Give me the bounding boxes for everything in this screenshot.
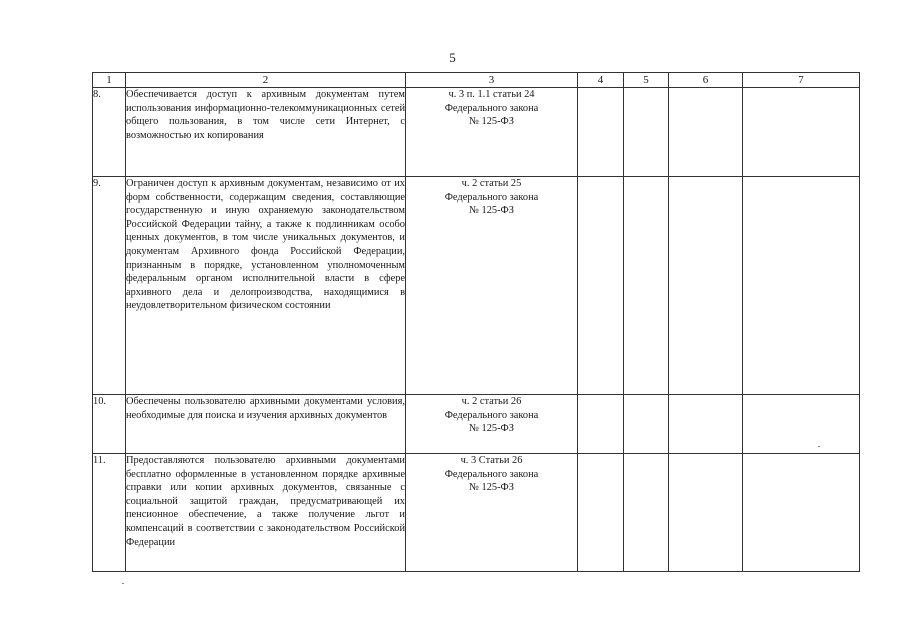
header-col-1: 1 (93, 73, 126, 88)
reference-line: Федерального закона (444, 191, 539, 203)
cell-col-4 (578, 88, 624, 177)
cell-col-4 (578, 395, 624, 454)
row-description: Обеспечены пользователю архивными документами условия, необходимые для поиска и изучения архивных документов (126, 395, 406, 454)
table-row (93, 395, 860, 454)
reference-line: ч. 3 п. 1.1 статьи 24 (448, 89, 535, 100)
cell-col-4 (578, 454, 624, 572)
header-col-7: 7 (743, 73, 860, 88)
cell-col-6 (669, 177, 743, 395)
table-row (93, 177, 860, 395)
row-reference (406, 395, 578, 454)
reference-line: ч. 2 статьи 25 (461, 178, 522, 189)
page-number: 5 (449, 50, 456, 65)
cell-col-7 (743, 454, 860, 572)
reference-line: № 125-ФЗ (469, 116, 514, 128)
reference-line: № 125-ФЗ (469, 205, 514, 217)
table-header-row (93, 73, 860, 88)
cell-col-7 (743, 88, 860, 177)
header-col-6: 6 (669, 73, 743, 88)
row-description: Предоставляются пользователю архивными документами бесплатно оформленные в установленном порядке архивные справки или копии архивных документов, связанные с социальной защитой граждан, предусматривающей их пенсионное обеспечение, а также получение льгот и компенсаций в соответствии с законодательством Российской Федерации (126, 454, 406, 572)
cell-col-5 (624, 395, 669, 454)
reference-line: Федерального закона (444, 468, 539, 480)
cell-col-7 (743, 395, 860, 454)
scan-speck (818, 446, 820, 447)
cell-col-4 (578, 177, 624, 395)
header-col-4: 4 (578, 73, 624, 88)
row-description: Обеспечивается доступ к архивным документам путем использования информационно-телекоммуникационных сетей общего пользования, в том числе сети Интернет, с возможностью их копирования (126, 88, 406, 177)
requirements-table (92, 72, 860, 572)
row-reference (406, 177, 578, 395)
row-number: 8. (93, 88, 126, 177)
header-col-3: 3 (406, 73, 578, 88)
reference-line: ч. 2 статьи 26 (461, 396, 522, 407)
reference-line: № 125-ФЗ (469, 482, 514, 494)
reference-line: Федерального закона (444, 102, 539, 114)
cell-col-6 (669, 395, 743, 454)
header-col-5: 5 (624, 73, 669, 88)
cell-col-6 (669, 454, 743, 572)
reference-line: № 125-ФЗ (469, 423, 514, 435)
table-row (93, 88, 860, 177)
cell-col-5 (624, 454, 669, 572)
row-description: Ограничен доступ к архивным документам, независимо от их форм собственности, содержащим сведения, составляющие государственную и иную охраняемую законодательством Российской Федерации тайну, а также к подлинникам особо ценных документов, в том числе уникальных документов, и документам Архивного фонда Российской Федерации, признанным в порядке, установленном уполномоченным федеральным органом исполнительной власти в сфере архивного дела и делопроизводства, находящимися в неудовлетворительном физическом состоянии (126, 177, 406, 395)
row-number: 9. (93, 177, 126, 395)
row-reference (406, 454, 578, 572)
reference-line: ч. 3 Статьи 26 (460, 455, 523, 466)
table-row (93, 454, 860, 572)
row-number: 11. (93, 454, 126, 572)
cell-col-7 (743, 177, 860, 395)
cell-col-6 (669, 88, 743, 177)
header-col-2: 2 (126, 73, 406, 88)
row-number: 10. (93, 395, 126, 454)
cell-col-5 (624, 177, 669, 395)
cell-col-5 (624, 88, 669, 177)
scan-speck (122, 583, 124, 584)
row-reference (406, 88, 578, 177)
reference-line: Федерального закона (444, 409, 539, 421)
